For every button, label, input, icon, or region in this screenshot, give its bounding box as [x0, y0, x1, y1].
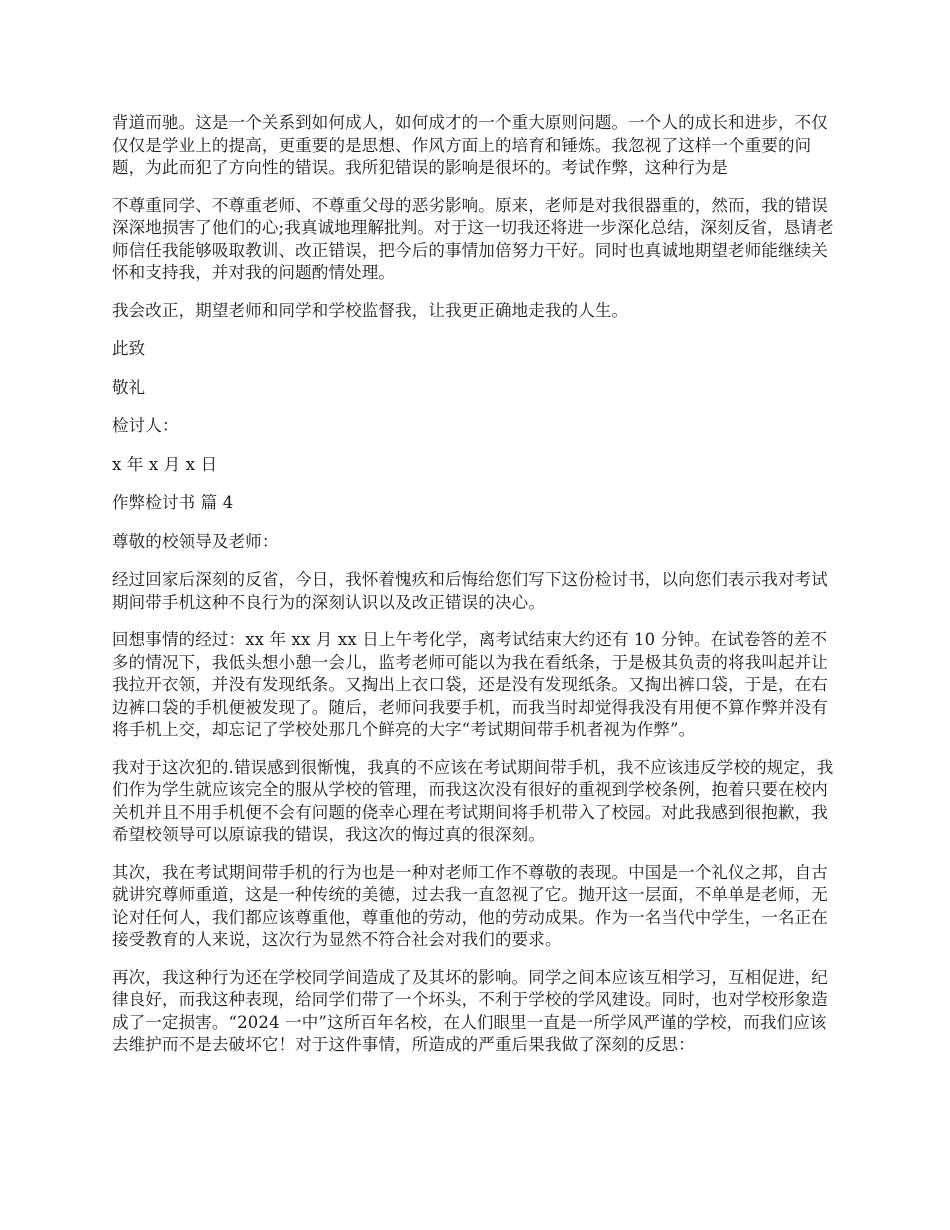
closing-regards: 敬礼 — [112, 377, 146, 397]
paragraph-8: 再次，我这种行为还在学校同学间造成了及其坏的影响。同学之间本应该互相学习，互相促进，纪律良好，而我这种表现，给同学们带了一个坏头，不利于学校的学风建设。同时，也对学校形象造成了一定损害。“2024 一中”这所百年名校，在人们眼里一直是一所学风严谨的学校，而我们应该去维护而不是去破坏它！对于这件事情，所造成的严重后果我做了深刻的反思： — [112, 967, 828, 1054]
signer-label: 检讨人： — [112, 416, 179, 435]
closing-salutation: 此致 — [112, 339, 146, 358]
paragraph-3: 我会改正，期望老师和同学和学校监督我，让我更正确地走我的人生。 — [112, 300, 629, 320]
greeting: 尊敬的校领导及老师： — [112, 531, 279, 551]
paragraph-1: 背道而驰。这是一个关系到如何成人，如何成才的一个重大原则问题。一个人的成长和进步，不仅仅仅是学业上的提高，更重要的是思想、作风方面上的培育和锤炼。我忽视了这样一个重要的问题，为此而犯了方向性的错误。我所犯错误的影响是很坏的。考试作弊，这种行为是 — [112, 113, 828, 177]
paragraph-6: 我对于这次犯的.错误感到很惭愧，我真的不应该在考试期间带手机，我不应该违反学校的规定，我们作为学生就应该完全的服从学校的管理，而我这次没有很好的重视到学校条例，抱着只要在校内关机并且不用手机便不会有问题的侥幸心理在考试期间将手机带入了校园。对此我感到很抱歉，我希望校领导可以原谅我的错误，我这次的悔过真的很深刻。 — [112, 757, 834, 844]
paragraph-5: 回想事情的经过：xx 年 xx 月 xx 日上午考化学，离考试结束大约还有 10 分钟。在试卷答的差不多的情况下，我低头想小憩一会儿，监考老师可能以为我在看纸条，于是极其负责的将我叫起并让我拉开衣领，并没有发现纸条。又掏出上衣口袋，还是没有发现纸条。又掏出裤口袋，于是，在右边裤口袋的手机便被发现了。随后，老师问我要手机，而我当时却觉得我没有用便不算作弊并没有将手机上交，却忘记了学校处那几个鲜亮的大字“考试期间带手机者视为作弊”。 — [112, 630, 828, 739]
paragraph-2: 不尊重同学、不尊重老师、不尊重父母的恶劣影响。原来，老师是对我很器重的，然而，我的错误深深地损害了他们的心;我真诚地理解批判。对于这一切我还将进一步深化总结，深刻反省，恳请老师信任我能够吸取教训、改正错误，把今后的事情加倍努力干好。同时也真诚地期望老师能继续关怀和支持我，并对我的问题酌情处理。 — [112, 195, 834, 282]
date-line: x 年 x 月 x 日 — [112, 454, 218, 474]
section-title: 作弊检讨书 篇 4 — [112, 493, 234, 512]
paragraph-4: 经过回家后深刻的反省，今日，我怀着愧疚和后悔给您们写下这份检讨书，以向您们表示我对考试期间带手机这种不良行为的深刻认识以及改正错误的决心。 — [112, 570, 828, 612]
paragraph-7: 其次，我在考试期间带手机的行为也是一种对老师工作不尊敬的表现。中国是一个礼仪之邦，自古就讲究尊师重道，这是一种传统的美德，过去我一直忽视了它。抛开这一层面，不单单是老师，无论对任何人，我们都应该尊重他，尊重他的劳动，他的劳动成果。作为一名当代中学生，一名正在接受教育的人来说，这次行为显然不符合社会对我们的要求。 — [112, 862, 828, 949]
